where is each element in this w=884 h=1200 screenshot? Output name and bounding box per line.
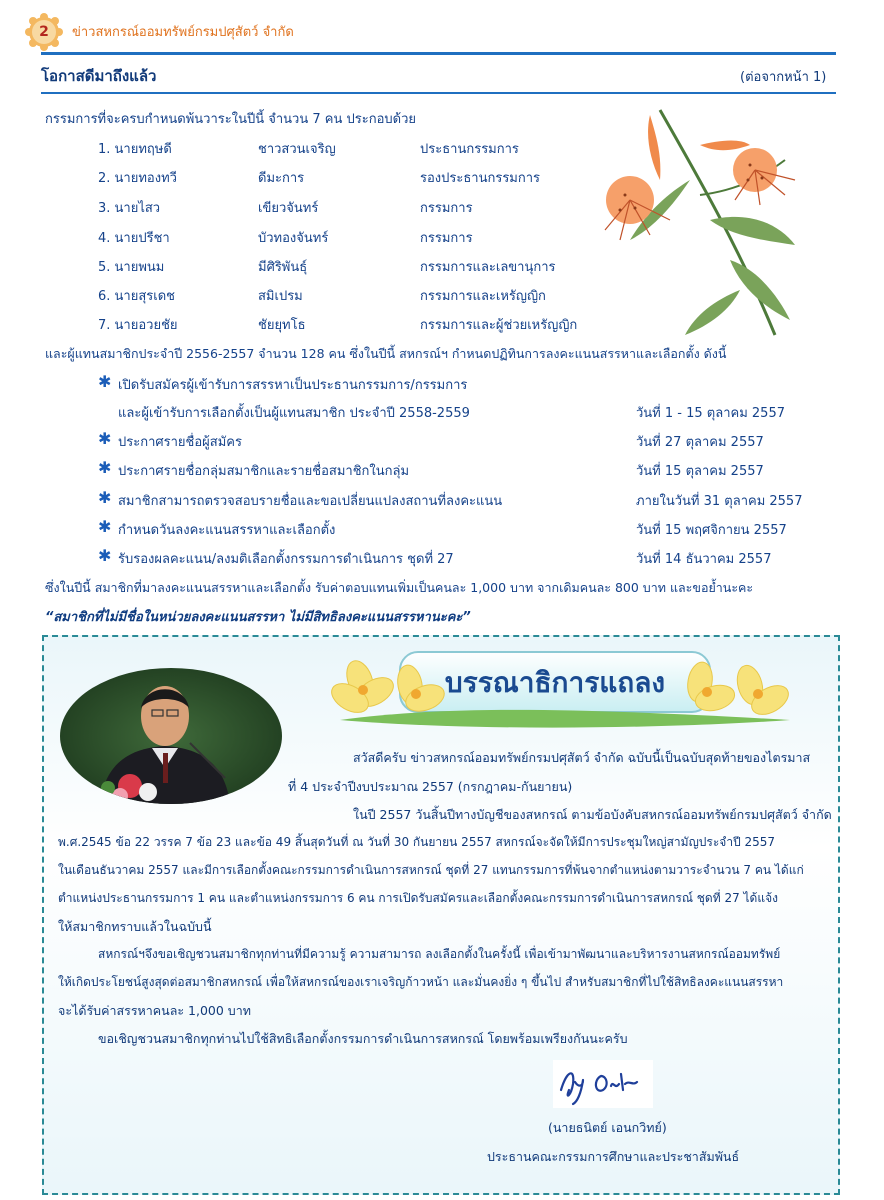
schedule-item-date: วันที่ 15 ตุลาคม 2557 (636, 464, 764, 479)
committee-name: 1. นายทฤษดี (98, 142, 172, 157)
editorial-line: ในเดือนธันวาคม 2557 และมีการเลือกตั้งคณะกรรมการดำเนินการสหกรณ์ ชุดที่ 27 แทนกรรมการที่พ้นจากตำแหน่งตามวาระจำนวน 7 คน ได้แก่ (58, 863, 804, 877)
asterisk-bullet-icon: ✱ (98, 517, 112, 536)
committee-name: 3. นายไสว (98, 201, 161, 216)
editorial-line: ที่ 4 ประจำปีงบประมาณ 2557 (กรกฎาคม-กันยายน) (288, 779, 573, 794)
signer-name: (นายธนิตย์ เอนกวิทย์) (548, 1120, 667, 1135)
schedule-item-text-cont: และผู้เข้ารับการเลือกตั้งเป็นผู้แทนสมาชิก ประจำปี 2558-2559 (118, 406, 470, 421)
committee-name: 6. นายสุรเดช (98, 289, 175, 304)
editorial-line: ในปี 2557 วันสิ้นปีทางบัญชีของสหกรณ์ ตามข้อบังคับสหกรณ์ออมทรัพย์กรมปศุสัตว์ จำกัด (353, 807, 832, 822)
committee-surname: ดีมะการ (258, 171, 305, 186)
committee-surname: ชัยยุทโธ (258, 318, 306, 333)
page-number: 2 (39, 24, 49, 40)
section-title: โอกาสดีมาถึงแล้ว (41, 67, 157, 85)
editorial-line: พ.ศ.2545 ข้อ 22 วรรค 7 ข้อ 23 และข้อ 49 สิ้นสุดวันที่ ณ วันที่ 30 กันยายน 2557 สหกรณ์จะจัดให้มีการประชุมใหญ่สามัญประจำปี 2557 (58, 835, 776, 849)
asterisk-bullet-icon: ✱ (98, 488, 112, 507)
schedule-item-text: ประกาศรายชื่อผู้สมัคร (118, 435, 242, 450)
committee-name: 7. นายอวยชัย (98, 318, 178, 333)
committee-surname: ชาวสวนเจริญ (258, 142, 336, 157)
lily-flower-illustration (590, 100, 810, 340)
editorial-line: ให้สมาชิกทราบแล้วในฉบับนี้ (58, 919, 212, 934)
committee-name: 4. นายปรีชา (98, 231, 170, 246)
committee-name: 5. นายพนม (98, 260, 165, 275)
asterisk-bullet-icon: ✱ (98, 429, 112, 448)
committee-role: รองประธานกรรมการ (420, 171, 541, 186)
schedule-item-text: กำหนดวันลงคะแนนสรรหาและเลือกตั้ง (118, 523, 336, 538)
newsletter-title: ข่าวสหกรณ์ออมทรัพย์กรมปศุสัตว์ จำกัด (72, 25, 294, 40)
signer-title: ประธานคณะกรรมการศึกษาและประชาสัมพันธ์ (487, 1149, 740, 1164)
schedule-item-date: วันที่ 14 ธันวาคม 2557 (636, 552, 772, 567)
editorial-line: ขอเชิญชวนสมาชิกทุกท่านไปใช้สิทธิเลือกตั้งกรรมการดำเนินการสหกรณ์ โดยพร้อมเพรียงกันนะครับ (98, 1031, 628, 1046)
editorial-line: จะได้รับค่าสรรหาคนละ 1,000 บาท (58, 1003, 251, 1018)
schedule-item-text: เปิดรับสมัครผู้เข้ารับการสรรหาเป็นประธานกรรมการ/กรรมการ (118, 378, 468, 393)
committee-name: 2. นายทองทวี (98, 171, 177, 186)
handwritten-signature-icon (553, 1060, 653, 1108)
emphasis-note: “สมาชิกที่ไม่มีชื่อในหน่วยลงคะแนนสรรหา ไม่มีสิทธิลงคะแนนสรรหานะคะ” (45, 610, 471, 625)
editor-portrait-photo (60, 668, 282, 804)
payment-note: ซึ่งในปีนี้ สมาชิกที่มาลงคะแนนสรรหาและเลือกตั้ง รับค่าตอบแทนเพิ่มเป็นคนละ 1,000 บาท จากเดิมคนละ 800 บาท และขอย้ำนะคะ (45, 580, 754, 595)
section-rule (41, 92, 836, 94)
committee-surname: มีศิริพันธุ์ (258, 260, 308, 275)
schedule-item-date: ภายในวันที่ 31 ตุลาคม 2557 (636, 494, 803, 509)
committee-surname: บัวทองจันทร์ (258, 231, 329, 246)
committee-role: ประธานกรรมการ (420, 142, 519, 157)
continued-from-page: (ต่อจากหน้า 1) (740, 70, 827, 85)
header-rule (41, 52, 836, 55)
editorial-line: ให้เกิดประโยชน์สูงสุดต่อสมาชิกสหกรณ์ เพื่อให้สหกรณ์ของเราเจริญก้าวหน้า และมั่นคงยิ่ง ๆ ขึ้นไป สำหรับสมาชิกที่ไปใช้สิทธิลงคะแนนสรรหา (58, 975, 784, 989)
committee-role: กรรมการและเหรัญญิก (420, 289, 546, 304)
schedule-item-text: ประกาศรายชื่อกลุ่มสมาชิกและรายชื่อสมาชิกในกลุ่ม (118, 464, 410, 479)
editorial-line: สหกรณ์ฯจึงขอเชิญชวนสมาชิกทุกท่านที่มีความรู้ ความสามารถ ลงเลือกตั้งในครั้งนี้ เพื่อเข้ามาพัฒนาและบริหารงานสหกรณ์ออมทรัพย์ (98, 947, 781, 961)
committee-role: กรรมการและผู้ช่วยเหรัญญิก (420, 318, 578, 333)
schedule-item-date: วันที่ 1 - 15 ตุลาคม 2557 (636, 406, 785, 421)
schedule-item-text: สมาชิกสามารถตรวจสอบรายชื่อและขอเปลี่ยนแปลงสถานที่ลงคะแนน (118, 494, 503, 509)
committee-intro: กรรมการที่จะครบกำหนดพ้นวาระในปีนี้ จำนวน 7 คน ประกอบด้วย (45, 112, 417, 127)
schedule-item-date: วันที่ 27 ตุลาคม 2557 (636, 435, 764, 450)
committee-surname: เขียวจันทร์ (258, 201, 319, 216)
schedule-item-date: วันที่ 15 พฤศจิกายน 2557 (636, 523, 787, 538)
asterisk-bullet-icon: ✱ (98, 546, 112, 565)
committee-role: กรรมการ (420, 231, 473, 246)
committee-role: กรรมการ (420, 201, 473, 216)
committee-role: กรรมการและเลขานุการ (420, 260, 556, 275)
committee-surname: สมิเปรม (258, 289, 303, 304)
schedule-item-text: รับรองผลคะแนน/ลงมติเลือกตั้งกรรมการดำเนินการ ชุดที่ 27 (118, 552, 454, 567)
asterisk-bullet-icon: ✱ (98, 458, 112, 477)
asterisk-bullet-icon: ✱ (98, 372, 112, 391)
editorial-line: ตำแหน่งประธานกรรมการ 1 คน และตำแหน่งกรรมการ 6 คน การเปิดรับสมัครและเลือกตั้งคณะกรรมการดำเนินการสหกรณ์ ชุดที่ 27 ได้แจ้ง (58, 891, 778, 905)
editorial-line: สวัสดีครับ ข่าวสหกรณ์ออมทรัพย์กรมปศุสัตว์ จำกัด ฉบับนี้เป็นฉบับสุดท้ายของไตรมาส (353, 750, 811, 765)
editorial-banner-title: บรรณาธิการแถลง (444, 666, 666, 699)
schedule-intro: และผู้แทนสมาชิกประจำปี 2556-2557 จำนวน 128 คน ซึ่งในปีนี้ สหกรณ์ฯ กำหนดปฏิทินการลงคะแนนสรรหาและเลือกตั้ง ดังนี้ (45, 346, 727, 361)
